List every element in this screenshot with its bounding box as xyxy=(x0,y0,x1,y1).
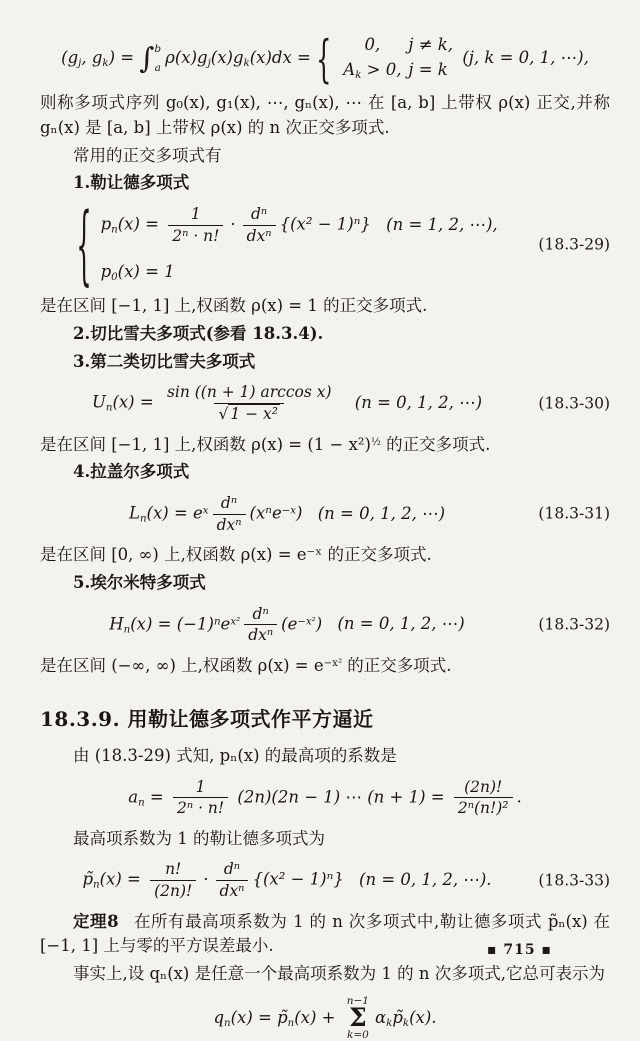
math-token: · xyxy=(230,214,236,234)
math-token: p xyxy=(100,214,112,234)
theorem-label: 定理8 xyxy=(73,911,119,931)
math-token: (x) = xyxy=(112,393,154,413)
fraction xyxy=(163,383,336,423)
item-2-chebyshev-title: 2.切比雪夫多项式(参看 18.3.4). xyxy=(73,323,324,343)
math-token: · xyxy=(203,870,209,890)
math-token: , g xyxy=(81,48,103,68)
equation-line xyxy=(101,261,175,285)
summation xyxy=(347,996,369,1041)
text-segment: 的正交多项式. xyxy=(380,434,491,454)
math-token: α xyxy=(375,1007,387,1027)
math-condition: (n = 0, 1, 2, ⋯). xyxy=(359,870,492,890)
math-token: > 0, xyxy=(361,59,402,79)
math-condition: (n = 1, 2, ⋯), xyxy=(386,214,498,234)
math-sub: n xyxy=(105,403,113,415)
fraction-numerator: 1 xyxy=(190,205,201,224)
math-token: (x) = xyxy=(117,214,159,234)
fraction xyxy=(216,860,249,900)
math-sub: k xyxy=(402,1017,410,1029)
math-token: {(x² − 1)ⁿ} xyxy=(279,214,371,234)
formula-18-3-30-chebyshev2 xyxy=(40,383,610,423)
math-token: a xyxy=(128,787,139,807)
math-token: (g xyxy=(61,48,79,68)
text-segment: 的正交多项式. xyxy=(342,656,452,676)
case-value xyxy=(336,60,408,82)
math-token: (x) = p̃ xyxy=(230,1007,288,1027)
fraction-numerator: sin ((n + 1) arccos x) xyxy=(166,383,332,402)
math-sub: n xyxy=(224,1017,231,1029)
math-condition: (n = 0, 1, 2, ⋯) xyxy=(337,614,465,634)
math-condition: (n = 0, 1, 2, ⋯) xyxy=(354,393,483,413)
math-sub: j xyxy=(207,58,211,70)
fraction-denominator: dxⁿ xyxy=(213,514,246,535)
case-row xyxy=(336,35,453,55)
case-condition: j = k xyxy=(408,59,448,79)
formula-inner-product xyxy=(40,29,610,88)
fraction xyxy=(244,605,277,645)
fraction xyxy=(243,205,276,245)
fraction-numerator: 1 xyxy=(195,777,206,796)
para-common-polynomials-intro: 常用的正交多项式有 xyxy=(73,145,222,165)
math-sup: −x² xyxy=(297,616,316,628)
para-coefficient-intro: 由 (18.3-29) 式知, pₙ(x) 的最高项的系数是 xyxy=(73,745,397,765)
math-token: p̃ xyxy=(392,1007,403,1027)
fraction xyxy=(454,778,513,818)
case-condition: j ≠ k, xyxy=(408,35,454,54)
page-number: ▪ 715 ▪ xyxy=(487,942,552,958)
equation-number: (18.3-30) xyxy=(538,394,610,413)
math-condition: (n = 0, 1, 2, ⋯) xyxy=(317,503,446,523)
math-token: (xⁿe xyxy=(249,503,282,523)
fraction-denominator: (2n)! xyxy=(150,880,196,901)
formula-qn-expansion xyxy=(40,996,610,1041)
math-token: {(x² − 1)ⁿ} xyxy=(252,870,344,890)
item-1-legendre-title: 1.勒让德多项式 xyxy=(73,173,190,193)
fraction-numerator: dⁿ xyxy=(251,205,268,224)
equation-number: (18.3-32) xyxy=(538,615,610,634)
cases-block xyxy=(336,35,453,82)
theorem-body: 在所有最高项系数为 1 的 n 次多项式中,勒让德多项式 p̃ₙ(x) 在 [−1, 1] 上与零的平方误差最小. xyxy=(40,911,610,956)
fraction-denominator: 2ⁿ(n!)² xyxy=(454,797,513,818)
math-token: ) xyxy=(315,614,323,634)
fraction-numerator: dⁿ xyxy=(220,494,238,513)
math-sup: n xyxy=(213,616,221,628)
math-sup: x xyxy=(202,505,209,517)
fraction xyxy=(168,205,223,245)
equation-number: (18.3-31) xyxy=(538,504,610,523)
math-token: U xyxy=(91,393,106,413)
summation-upper-limit: n−1 xyxy=(346,994,369,1007)
item-5-hermite-title: 5.埃尔米特多项式 xyxy=(73,573,206,593)
case-value: 0, xyxy=(364,35,381,54)
math-token: (e xyxy=(281,614,298,634)
math-sub: k xyxy=(386,1017,393,1029)
fraction-numerator: dⁿ xyxy=(223,860,241,879)
fraction-numerator: (2n)! xyxy=(464,777,503,796)
math-token: L xyxy=(128,503,140,523)
para-hermite-interval xyxy=(40,654,610,679)
math-sub: k xyxy=(243,58,250,70)
math-token: . xyxy=(516,787,522,807)
math-sub: n xyxy=(138,797,145,809)
fraction-denominator xyxy=(214,403,284,424)
math-sup: −x xyxy=(281,505,297,517)
math-token: (x). xyxy=(409,1007,437,1027)
fraction-denominator: dxⁿ xyxy=(244,624,277,645)
case-row xyxy=(336,60,453,82)
cases-brace: { xyxy=(316,29,332,88)
equation-number: (18.3-29) xyxy=(538,235,610,254)
item-4-laguerre-title: 4.拉盖尔多项式 xyxy=(73,462,190,482)
para-fact-expansion: 事实上,设 qₙ(x) 是任意一个最高项系数为 1 的 n 次多项式,它总可表示为 xyxy=(73,964,605,984)
math-sub: 0 xyxy=(111,272,118,284)
math-token: (x) = (−1) xyxy=(130,614,214,634)
math-token: ) xyxy=(296,503,303,523)
radical-sign: √ xyxy=(218,405,229,424)
math-token: (x)g xyxy=(210,48,244,68)
math-sub: n xyxy=(123,624,131,636)
math-token: = xyxy=(144,787,164,807)
summation-lower-limit: k=0 xyxy=(346,1029,369,1041)
fraction-numerator: n! xyxy=(165,860,182,879)
radicand: 1 − x² xyxy=(230,405,279,424)
fraction-denominator: dxⁿ xyxy=(216,880,249,901)
fraction-numerator: dⁿ xyxy=(252,604,269,623)
math-sub: n xyxy=(93,880,100,892)
math-token: q xyxy=(213,1007,224,1027)
math-token: (x) = 1 xyxy=(117,262,175,282)
fraction-denominator: 2ⁿ · n! xyxy=(168,225,223,246)
fraction-denominator: 2ⁿ · n! xyxy=(173,797,228,818)
math-condition: (j, k = 0, 1, ⋯), xyxy=(462,48,589,68)
math-token: (x) + xyxy=(294,1007,336,1027)
math-token: ) = xyxy=(108,48,135,68)
math-sub: n xyxy=(139,513,147,525)
equation-number: (18.3-33) xyxy=(538,871,610,890)
math-token: (x) = xyxy=(99,870,141,890)
math-token: (2n)(2n − 1) ⋯ (n + 1) = xyxy=(237,787,445,807)
formula-leading-coefficient xyxy=(40,778,610,818)
math-sub: k xyxy=(102,58,109,70)
math-token: p̃ xyxy=(82,870,93,890)
system-brace: { xyxy=(76,194,92,296)
sigma-sign: Σ xyxy=(349,1003,367,1033)
para-monic-legendre-intro: 最高项系数为 1 的勒让德多项式为 xyxy=(73,828,325,848)
math-token: (x)dx = xyxy=(249,48,311,68)
math-token: H xyxy=(109,614,124,634)
math-token: e xyxy=(220,614,231,634)
fraction-denominator: dxⁿ xyxy=(243,225,276,246)
math-token: A xyxy=(343,59,356,79)
math-sub: k xyxy=(355,69,362,81)
fraction xyxy=(213,494,246,534)
math-sub: n xyxy=(111,224,118,236)
para-orthogonality-definition: 则称多项式序列 g₀(x), g₁(x), ⋯, gₙ(x), ⋯ 在 [a, b] 上带权 ρ(x) 正交,并称 gₙ(x) 是 [a, b] 上带权 ρ(x) 的 n 次正交多项式. xyxy=(40,93,610,137)
integral-sign: ∫ xyxy=(139,41,155,76)
formula-18-3-29-legendre xyxy=(40,194,610,296)
equation-line xyxy=(101,205,498,245)
formula-18-3-32-hermite xyxy=(40,605,610,645)
math-token: ρ(x)g xyxy=(165,48,208,68)
math-sup: ½ xyxy=(370,436,381,448)
math-sup: x² xyxy=(230,616,241,628)
formula-18-3-33-monic-legendre xyxy=(40,860,610,900)
integral-upper-limit: b xyxy=(154,42,162,55)
math-token: (x) = e xyxy=(146,503,203,523)
math-sub: j xyxy=(78,58,82,70)
math-sub: n xyxy=(287,1017,295,1029)
item-3-chebyshev2-title: 3.第二类切比雪夫多项式 xyxy=(73,351,256,371)
section-heading-18-3-9: 18.3.9. 用勒让德多项式作平方逼近 xyxy=(40,706,374,731)
integral-lower-limit: a xyxy=(154,62,161,75)
para-legendre-interval: 是在区间 [−1, 1] 上,权函数 ρ(x) = 1 的正交多项式. xyxy=(40,296,428,316)
fraction xyxy=(173,778,228,818)
text-segment: 是在区间 (−∞, ∞) 上,权函数 ρ(x) = e xyxy=(40,656,324,676)
para-laguerre-interval: 是在区间 [0, ∞) 上,权函数 ρ(x) = e⁻ˣ 的正交多项式. xyxy=(40,545,432,565)
math-token: p xyxy=(100,262,112,282)
para-chebyshev2-interval xyxy=(40,433,610,458)
math-sup: −x² xyxy=(323,657,343,669)
equation-stack xyxy=(101,205,498,285)
integral-limits xyxy=(154,44,161,74)
text-segment: 是在区间 [−1, 1] 上,权函数 ρ(x) = (1 − x²) xyxy=(40,434,371,454)
fraction xyxy=(150,860,196,900)
formula-18-3-31-laguerre xyxy=(40,494,610,534)
